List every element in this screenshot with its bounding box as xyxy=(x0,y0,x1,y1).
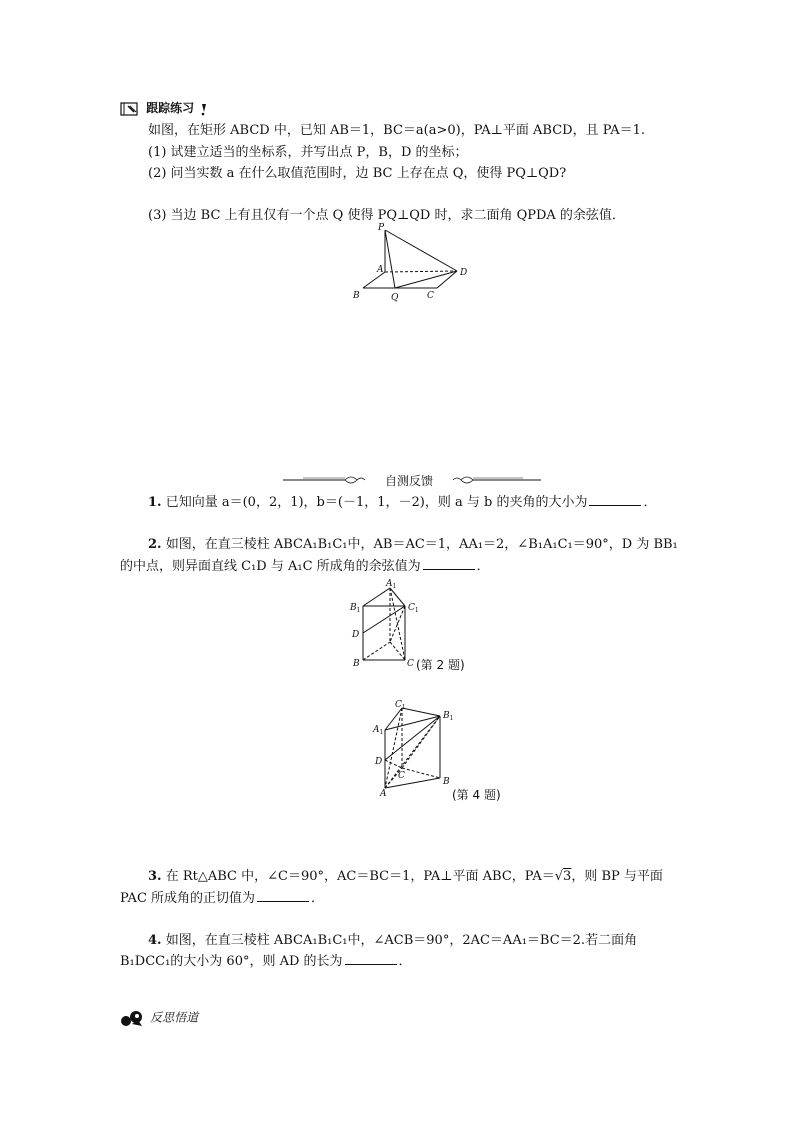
answer-blank-4[interactable] xyxy=(345,952,397,965)
selftest-q1: 1. 已知向量 a＝(0，2，1)，b＝(－1，1，－2)，则 a 与 b 的夹角的大小为 ． xyxy=(148,495,657,510)
label-a: A xyxy=(377,265,384,275)
label-b1: $B_1$ xyxy=(350,603,361,614)
label-a: A xyxy=(380,789,387,798)
label-a1: $A_1$ xyxy=(386,579,397,590)
exclaim-icon xyxy=(198,102,212,116)
practice-intro: 如图，在矩形 ABCD 中，已知 AB＝1，BC＝a(a>0)，PA⊥平面 ABCD，且 PA＝1. xyxy=(148,123,646,138)
ornament-left-icon xyxy=(283,473,373,487)
practice-header-label: 跟踪练习 xyxy=(146,101,195,115)
practice-q2: (2) 问当实数 a 在什么取值范围时，边 BC 上存在点 Q，使得 PQ⊥QD? xyxy=(148,166,567,181)
ornament-right-icon xyxy=(453,473,543,487)
pyramid-figure xyxy=(345,220,475,310)
label-c: C xyxy=(398,771,405,781)
thinker-icon xyxy=(118,1008,146,1028)
label-b: B xyxy=(353,291,360,301)
label-d: D xyxy=(460,268,468,278)
reflection-header xyxy=(118,1008,198,1028)
label-p: P xyxy=(378,223,385,233)
label-q: Q xyxy=(391,293,399,303)
label-c: C xyxy=(407,659,414,669)
selftest-header: 自测反馈 xyxy=(385,474,434,488)
selftest-q3-line1: 3. 在 Rt△ABC 中，∠C＝90°，AC＝BC＝1，PA⊥平面 ABC，PA＝√3，则 BP 与平面 xyxy=(148,869,663,884)
selftest-q2-line2: 的中点，则异面直线 C₁D 与 A₁C 所成角的余弦值为 ． xyxy=(120,559,490,574)
label-d: D xyxy=(352,630,360,640)
selftest-q3-line2: PAC 所成角的正切值为 ． xyxy=(120,891,325,906)
label-b1: $B_1$ xyxy=(443,711,454,722)
reflection-header-label: 反思悟道 xyxy=(150,1010,199,1025)
answer-blank-2[interactable] xyxy=(423,557,475,570)
practice-q3: (3) 当边 BC 上有且仅有一个点 Q 使得 PQ⊥QD 时，求二面角 QPDA 的余弦值． xyxy=(148,208,625,223)
selftest-divider xyxy=(283,472,543,488)
label-b: B xyxy=(443,777,450,787)
prism-figure-q2 xyxy=(345,578,425,670)
figure-caption-q2: (第 2 题) xyxy=(416,658,465,672)
answer-blank-3[interactable] xyxy=(257,889,309,902)
practice-header xyxy=(120,99,212,117)
sqrt-sign: √ xyxy=(554,869,564,884)
label-b: B xyxy=(353,659,360,669)
answer-blank-1[interactable] xyxy=(589,493,641,506)
label-c1: $C_1$ xyxy=(395,700,406,711)
prism-figure-q4 xyxy=(370,698,460,798)
figure-caption-q4: (第 4 题) xyxy=(452,788,501,802)
practice-q1: (1) 试建立适当的坐标系，并写出点 P，B，D 的坐标； xyxy=(148,145,468,160)
label-a1: $A_1$ xyxy=(373,725,384,736)
selftest-q2-line1: 2. 如图，在直三棱柱 ABCA₁B₁C₁中，AB＝AC＝1，AA₁＝2，∠B₁A₁C₁＝90°，D 为 BB₁ xyxy=(148,537,678,552)
label-c1: $C_1$ xyxy=(408,603,419,614)
notebook-pen-icon xyxy=(120,101,142,117)
selftest-q4-line1: 4. 如图，在直三棱柱 ABCA₁B₁C₁中，∠ACB＝90°，2AC＝AA₁＝BC＝2.若二面角 xyxy=(148,933,638,948)
selftest-q4-line2: B₁DCC₁的大小为 60°，则 AD 的长为 ． xyxy=(120,954,412,969)
label-c: C xyxy=(427,291,434,301)
label-d: D xyxy=(375,757,383,767)
